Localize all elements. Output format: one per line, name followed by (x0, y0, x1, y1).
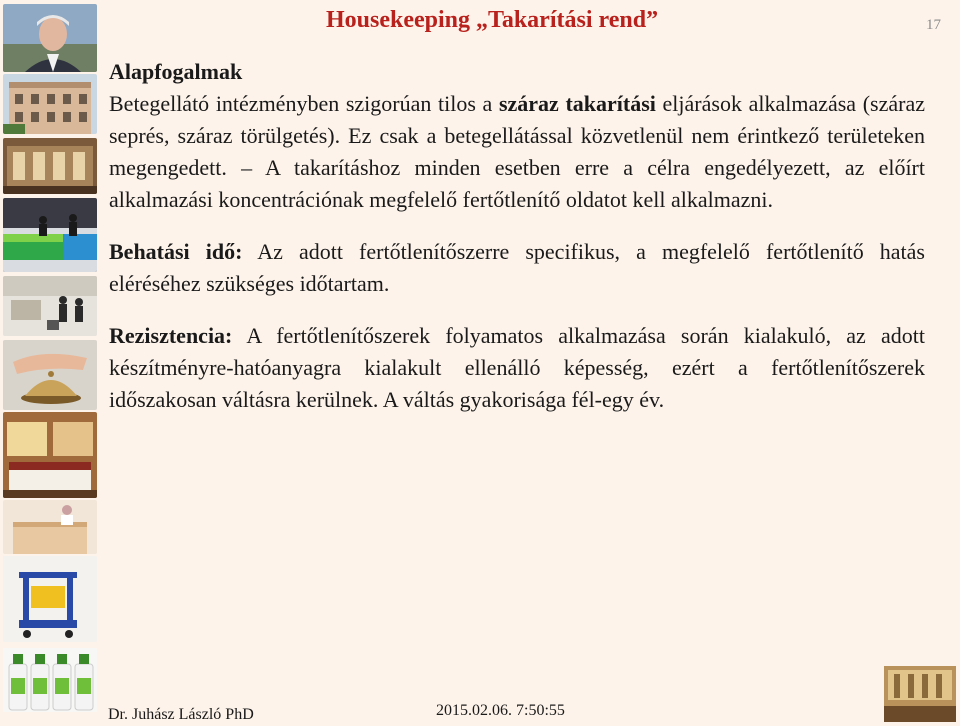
lobby-photo (3, 276, 97, 336)
reception-desk-photo (3, 500, 97, 554)
section-heading: Alapfogalmak (109, 59, 243, 84)
footer-author: Dr. Juhász László PhD (108, 706, 254, 723)
term-label: Behatási idő: (109, 239, 243, 264)
slide-content (109, 56, 925, 416)
sidebar-image-strip (0, 0, 100, 726)
spray-bottles-photo (3, 648, 97, 712)
paragraph-dry-cleaning (109, 88, 925, 216)
service-bell-photo (3, 340, 97, 410)
bedroom-photo (3, 412, 97, 498)
hotel-interior-photo (884, 666, 956, 722)
reception-photo (3, 198, 97, 272)
term-label: Rezisztencia: (109, 323, 233, 348)
slide-title: Housekeeping „Takarítási rend” (326, 7, 659, 33)
cleaning-cart-photo (3, 556, 97, 642)
paragraph-text: A fertőtlenítőszerek folyamatos alkalmazása során kialakuló, az adott készítményre-hatóanyagra kialakult ellenálló képesség, ezért a fertőtlenítőszerek időszakosan váltásra kerülnek. A váltás gyakorisága fél-egy év. (109, 323, 925, 412)
paragraph-text: Az adott fertőtlenítőszerre specifikus, a megfelelő fertőtlenítő hatás eléréséhez szükséges időtartam. (109, 239, 925, 296)
emphasis-text: száraz takarítási (498, 91, 656, 116)
building-photo (3, 74, 97, 134)
page-number: 17 (926, 17, 941, 33)
paragraph-exposure-time (109, 236, 925, 300)
paragraph-text: eljárások alkalmazása (száraz seprés, száraz törülgetés). Ez csak a betegellátással közvetlenül nem érintkező területeken megengedett. – A takarításhoz minden esetben erre a célra engedélyezett, az előírt alkalmazási koncentrációnak megfelelő fertőtlenítő oldatot kell alkalmazni. (109, 91, 925, 212)
footer-datetime: 2015.02.06. 7:50:55 (436, 702, 565, 719)
portrait-photo (3, 4, 97, 72)
hotel-hall-photo (3, 138, 97, 194)
paragraph-text: Betegellátó intézményben szigorúan tilos a (109, 91, 499, 116)
paragraph-resistance (109, 320, 925, 416)
